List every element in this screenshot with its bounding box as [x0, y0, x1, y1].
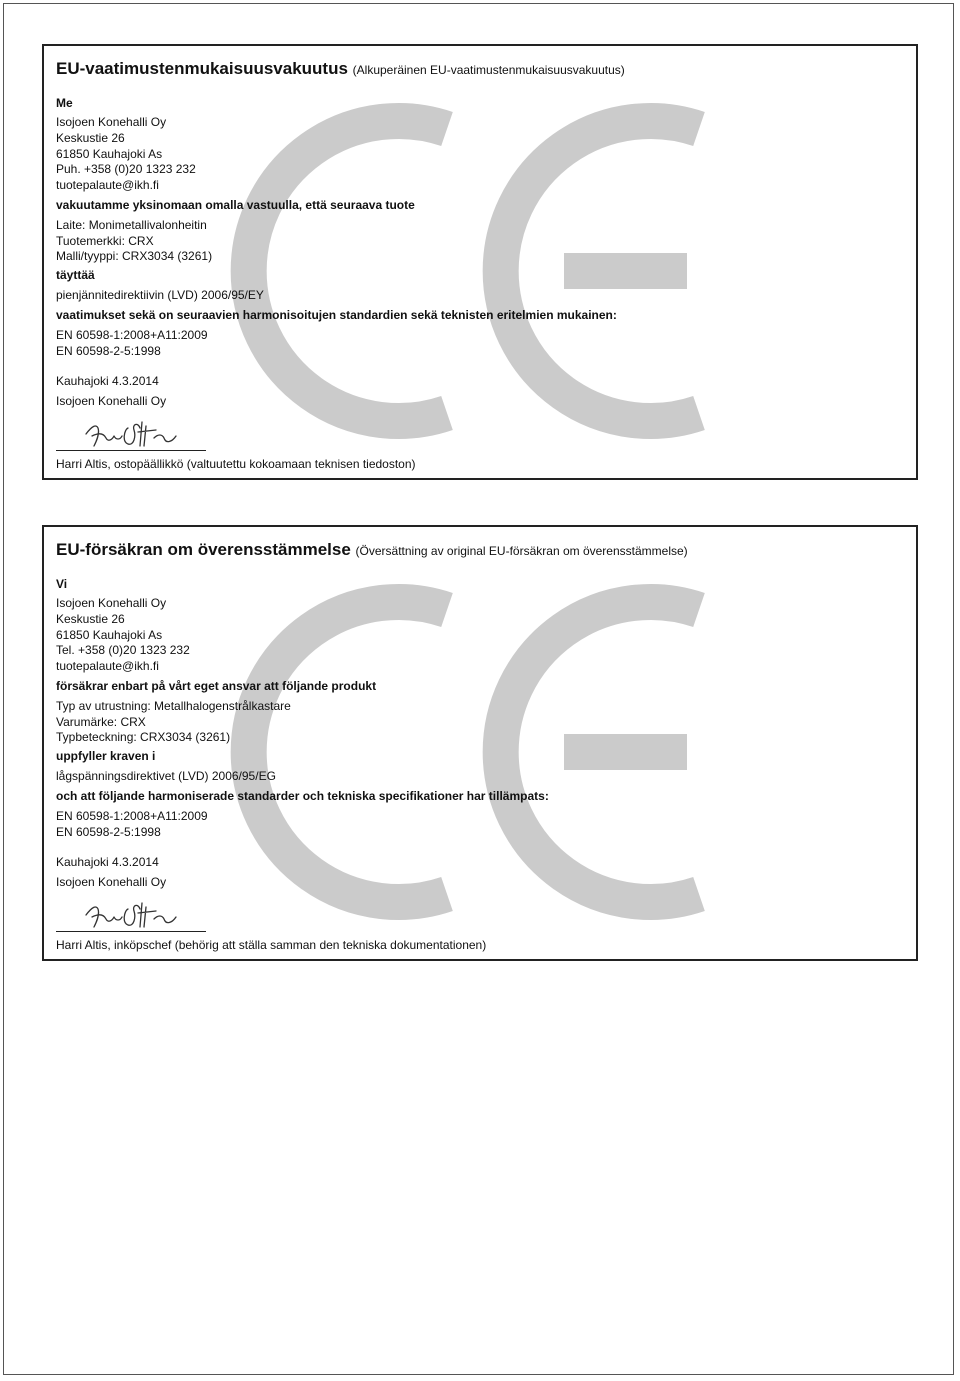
signer-company: Isojoen Konehalli Oy [56, 875, 167, 889]
standard-1: EN 60598-1:2008+A11:2009 [56, 809, 208, 823]
signature-icon [82, 897, 182, 931]
device-type: Typ av utrustning: Metallhalogenstrålkastare [56, 699, 291, 713]
place-date: Kauhajoki 4.3.2014 [56, 374, 159, 388]
signer-name-title: Harri Altis, inköpschef (behörig att ställa samman den tekniska dokumentationen) [56, 938, 487, 952]
model: Typbeteckning: CRX3034 (3261) [56, 730, 231, 744]
declaration-statement: försäkrar enbart på vårt eget ansvar att följande produkt [56, 679, 377, 693]
standard-2: EN 60598-2-5:1998 [56, 344, 161, 358]
declaration-statement: vakuutamme yksinomaan omalla vastuulla, että seuraava tuote [56, 198, 415, 212]
directive: pienjännitedirektiivin (LVD) 2006/95/EY [56, 288, 264, 302]
signer-company: Isojoen Konehalli Oy [56, 394, 167, 408]
declaration-finnish [42, 44, 918, 480]
ce-mark-watermark-icon [219, 71, 779, 471]
ce-mark-watermark-icon [219, 552, 779, 952]
document-subtitle: (Alkuperäinen EU-vaatimustenmukaisuusvakuutus) [352, 63, 625, 77]
fulfils-label: uppfyller kraven i [56, 749, 156, 763]
document-subtitle: (Översättning av original EU-försäkran om överensstämmelse) [355, 544, 688, 558]
document-title: EU-vaatimustenmukaisuusvakuutus (Alkuperäinen EU-vaatimustenmukaisuusvakuutus) [56, 59, 625, 78]
fulfils-label: täyttää [56, 268, 95, 282]
we-label: Me [56, 96, 73, 110]
signature-icon [82, 416, 182, 450]
signature-line [56, 450, 206, 451]
signature-line [56, 931, 206, 932]
standard-1: EN 60598-1:2008+A11:2009 [56, 328, 208, 342]
standard-2: EN 60598-2-5:1998 [56, 825, 161, 839]
postal-address: 61850 Kauhajoki As [56, 147, 163, 161]
brand: Varumärke: CRX [56, 715, 146, 729]
email-address: tuotepalaute@ikh.fi [56, 178, 159, 192]
street-address: Keskustie 26 [56, 131, 125, 145]
phone-number: Puh. +358 (0)20 1323 232 [56, 162, 196, 176]
device-type: Laite: Monimetallivalonheitin [56, 218, 207, 232]
directive: lågspänningsdirektivet (LVD) 2006/95/EG [56, 769, 276, 783]
brand: Tuotemerkki: CRX [56, 234, 154, 248]
email-address: tuotepalaute@ikh.fi [56, 659, 159, 673]
company-name: Isojoen Konehalli Oy [56, 596, 167, 610]
document-title: EU-försäkran om överensstämmelse (Översättning av original EU-försäkran om överensstämmelse) [56, 540, 688, 559]
declaration-swedish [42, 525, 918, 961]
company-name: Isojoen Konehalli Oy [56, 115, 167, 129]
phone-number: Tel. +358 (0)20 1323 232 [56, 643, 190, 657]
postal-address: 61850 Kauhajoki As [56, 628, 163, 642]
place-date: Kauhajoki 4.3.2014 [56, 855, 159, 869]
standards-intro: och att följande harmoniserade standarder och tekniska specifikationer har tillämpats: [56, 789, 549, 803]
we-label: Vi [56, 577, 68, 591]
signer-name-title: Harri Altis, ostopäällikkö (valtuutettu kokoamaan teknisen tiedoston) [56, 457, 416, 471]
model: Malli/tyyppi: CRX3034 (3261) [56, 249, 213, 263]
street-address: Keskustie 26 [56, 612, 125, 626]
standards-intro: vaatimukset sekä on seuraavien harmonisoitujen standardien sekä teknisten eritelmien mukainen: [56, 308, 617, 322]
